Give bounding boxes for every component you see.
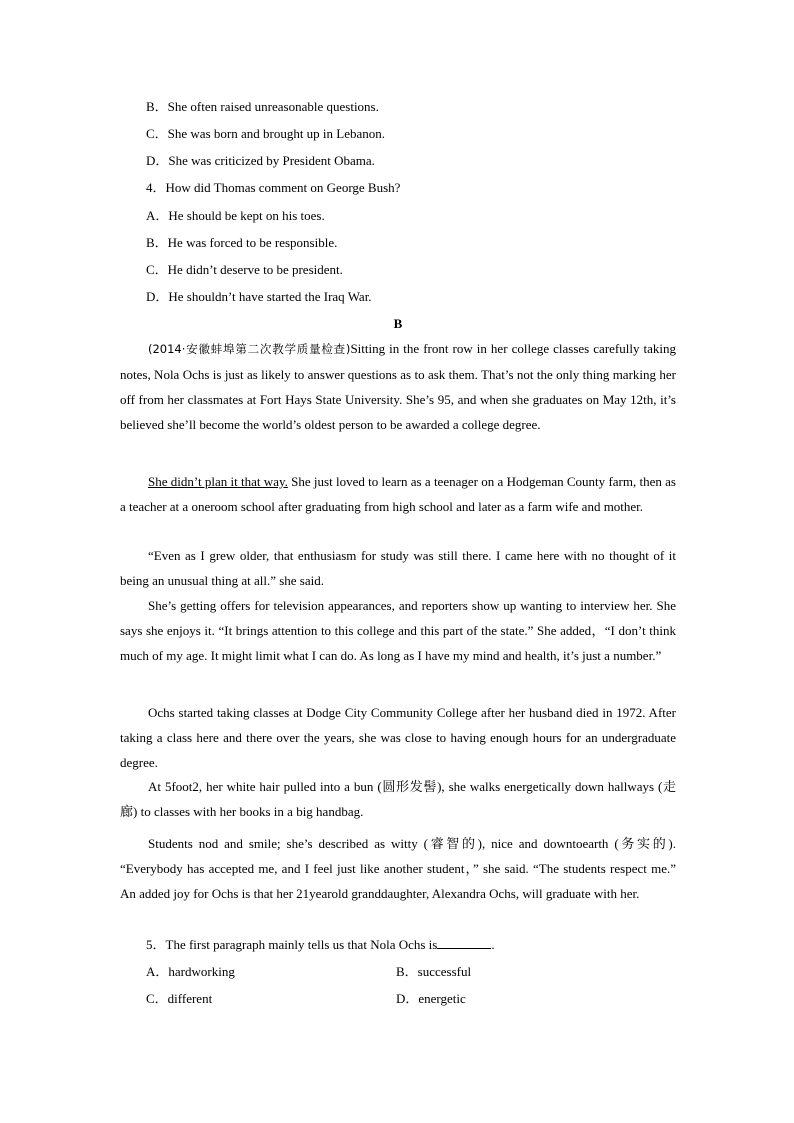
q3-option-c: C．She was born and brought up in Lebanon. bbox=[146, 126, 386, 141]
passage-paragraph-5: Ochs started taking classes at Dodge City Community College after her husband died in 1972. After taking a class here and there over the years, she was close to having enough hours for an undergraduate degree. bbox=[120, 705, 676, 770]
q5-question-end: . bbox=[491, 937, 495, 952]
q5-question bbox=[146, 937, 495, 951]
paragraph-2-text: She just loved to learn as a teenager on a Hodgeman County farm, then as a teacher at a oneroom school after graduating from high school and later as a farm wife and mother. bbox=[120, 474, 676, 514]
q5-options-row-2 bbox=[146, 992, 676, 1005]
q5-option-b: B．successful bbox=[396, 964, 472, 979]
passage-paragraph-3: “Even as I grew older, that enthusiasm for study was still there. I came here with no thought of it being an unusual thing at all.” she said. bbox=[120, 548, 676, 588]
passage-paragraph-2 bbox=[120, 469, 676, 519]
q4-option-b: B．He was forced to be responsible. bbox=[146, 235, 338, 250]
paragraph-1-text: Sitting in the front row in her college classes carefully taking notes, Nola Ochs is just as likely to answer questions as to ask them. That’s not the only thing marking her off from her classmates at Fort Hays State University. She’s 95, and when she graduates on May 12th, it’s believed she’ll become the world’s oldest person to be awarded a college degree. bbox=[120, 341, 677, 432]
q4-question: 4．How did Thomas comment on George Bush? bbox=[146, 180, 401, 195]
q4-option-a: A．He should be kept on his toes. bbox=[146, 208, 325, 223]
q4-option-c: C．He didn’t deserve to be president. bbox=[146, 262, 343, 277]
source-note: (2014·安徽蚌埠第二次教学质量检查) bbox=[148, 342, 351, 356]
underlined-phrase: She didn’t plan it that way. bbox=[148, 474, 288, 489]
q3-option-d: D．She was criticized by President Obama. bbox=[146, 153, 375, 168]
q5-option-d: D．energetic bbox=[396, 991, 466, 1006]
q5-option-a: A．hardworking bbox=[146, 964, 235, 979]
passage-paragraph-6: At 5foot2, her white hair pulled into a bun (圆形发髻), she walks energetically down hallways (走廊) to classes with her books in a big handbag. bbox=[120, 779, 676, 819]
q3-option-b: B．She often raised unreasonable questions. bbox=[146, 99, 379, 114]
q5-options-row-1 bbox=[146, 965, 676, 978]
q4-option-d: D．He shouldn’t have started the Iraq War. bbox=[146, 289, 372, 304]
q5-option-c: C．different bbox=[146, 991, 213, 1006]
passage-paragraph-7: Students nod and smile; she’s described as witty (睿智的), nice and downtoearth (务实的). “Everybody has accepted me, and I feel just like another student，” she said. “The students respect me.” An added joy for Ochs is that her 21yearold granddaughter, Alexandra Ochs, will graduate with her. bbox=[120, 836, 676, 901]
answer-blank[interactable] bbox=[437, 937, 491, 949]
section-title: B bbox=[393, 316, 403, 331]
passage-paragraph-4: She’s getting offers for television appearances, and reporters show up wanting to interview her. She says she enjoys it. “It brings attention to this college and this part of the state.” She added，“I don’t think much of my age. It might limit what I can do. As long as I have my mind and health, it’s just a number.” bbox=[120, 598, 676, 663]
q5-question-text: 5．The first paragraph mainly tells us that Nola Ochs is bbox=[146, 937, 438, 952]
passage-paragraph-1 bbox=[120, 336, 676, 437]
